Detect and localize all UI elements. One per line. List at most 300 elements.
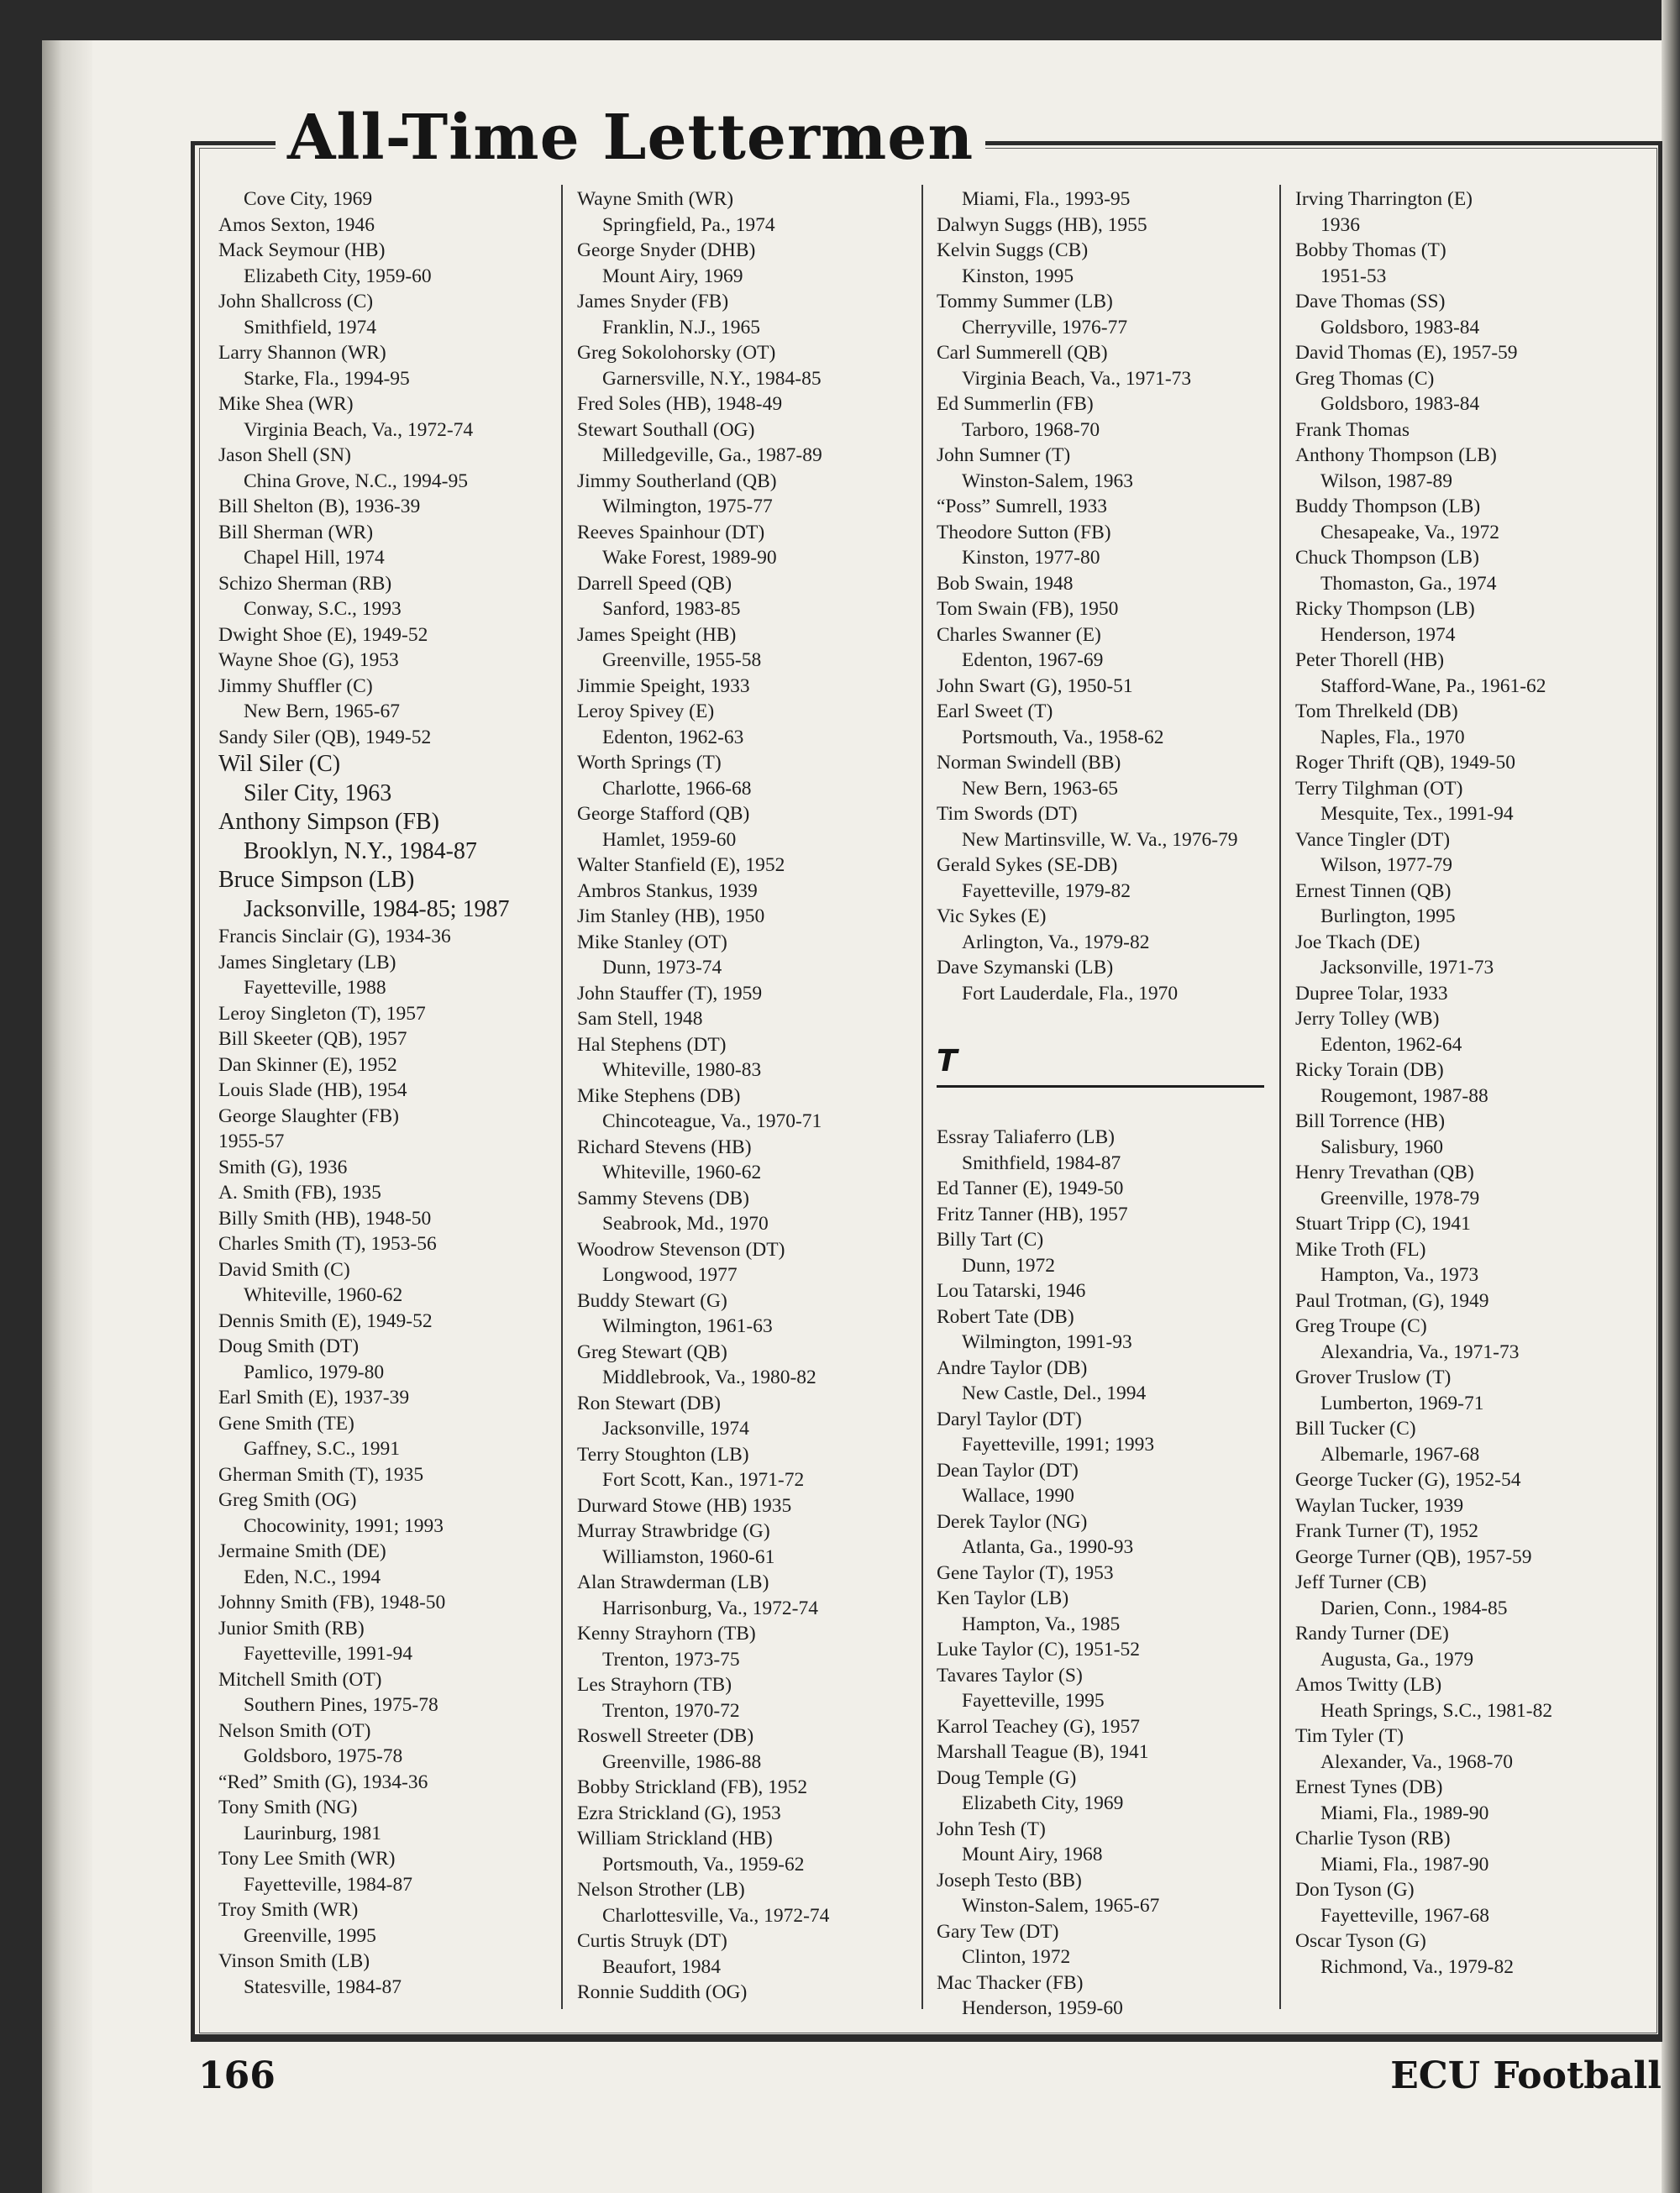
letterman-entry	[218, 1539, 571, 1590]
letterman-entry	[1295, 1545, 1648, 1571]
letterman-name: Gene Taylor (T), 1953	[937, 1561, 1114, 1584]
letterman-name: Alan Strawderman (LB)	[577, 1571, 769, 1593]
letterman-name: Amos Twitty (LB)	[1295, 1674, 1442, 1696]
letterman-detail: Sanford, 1983-85	[602, 598, 741, 620]
letterman-detail: Winston-Salem, 1963	[962, 470, 1134, 492]
letterman-detail: Smithfield, 1974	[244, 316, 376, 338]
letterman-entry	[1295, 366, 1648, 417]
letterman-detail: Fayetteville, 1991; 1993	[962, 1434, 1155, 1456]
letterman-name: Henry Trevathan (QB)	[1295, 1162, 1474, 1183]
letterman-name: Jimmy Southerland (QB)	[577, 470, 777, 492]
letterman-name: Greg Sokolohorsky (OT)	[577, 342, 776, 364]
letterman-entry	[218, 648, 571, 674]
letterman-detail: New Bern, 1965-67	[244, 700, 401, 722]
section-letter-heading: T	[937, 1045, 1264, 1088]
letterman-name: Amos Sexton, 1946	[218, 213, 375, 236]
letterman-entry	[937, 622, 1289, 674]
letterman-entry	[937, 750, 1289, 801]
letterman-entry	[937, 1714, 1289, 1740]
letterman-detail: Edenton, 1962-64	[1320, 1033, 1462, 1056]
letterman-entry	[937, 520, 1289, 571]
letterman-entry	[937, 1202, 1289, 1228]
letterman-detail: Wilmington, 1961-63	[602, 1315, 773, 1337]
letterman-detail: Elizabeth City, 1959-60	[244, 265, 432, 287]
letterman-detail: Charlottesville, Va., 1972-74	[602, 1904, 830, 1927]
letterman-name: Ambros Stankus, 1939	[577, 879, 758, 902]
letterman-name: Andre Taylor (DB)	[937, 1356, 1088, 1379]
letterman-detail: Henderson, 1959-60	[962, 1997, 1123, 2019]
letterman-detail: Seabrook, Md., 1970	[602, 1213, 769, 1235]
letterman-entry	[218, 1846, 571, 1897]
letterman-name: Tom Swain (FB), 1950	[937, 598, 1119, 620]
letterman-name: Don Tyson (G)	[1295, 1879, 1415, 1901]
letterman-detail: Albemarle, 1967-68	[1320, 1443, 1480, 1466]
letterman-name: Jim Stanley (HB), 1950	[577, 905, 765, 927]
letterman-entry	[218, 725, 571, 751]
letterman-name: Ed Summerlin (FB)	[937, 393, 1094, 415]
letterman-detail: Fayetteville, 1984-87	[244, 1873, 413, 1896]
letterman-name: Tavares Taylor (S)	[937, 1664, 1083, 1687]
letterman-detail: Mount Airy, 1969	[602, 265, 743, 287]
letterman-entry	[218, 808, 571, 866]
letterman-name: Curtis Struyk (DT)	[577, 1930, 727, 1952]
letterman-name: Norman Swindell (BB)	[937, 752, 1121, 774]
letterman-name: Peter Thorell (HB)	[1295, 649, 1445, 671]
letterman-name: Grover Truslow (T)	[1295, 1367, 1452, 1388]
letterman-name: Gene Smith (TE)	[218, 1412, 354, 1435]
letterman-detail: Henderson, 1974	[1320, 623, 1456, 646]
letterman-entry	[577, 801, 930, 853]
letterman-name: Irving Tharrington (E)	[1295, 188, 1473, 210]
letterman-detail: Fayetteville, 1988	[244, 977, 386, 999]
letterman-entry	[937, 853, 1289, 904]
letterman-detail: Chapel Hill, 1974	[244, 547, 385, 569]
letterman-detail: Trenton, 1970-72	[602, 1699, 740, 1722]
letterman-entry	[1295, 1723, 1648, 1775]
letterman-detail: Atlanta, Ga., 1990-93	[962, 1536, 1134, 1558]
letterman-name: Daryl Taylor (DT)	[937, 1408, 1082, 1430]
letterman-name: Dupree Tolar, 1933	[1295, 982, 1448, 1005]
roster-column-2	[577, 186, 930, 2006]
letterman-name: Tommy Summer (LB)	[937, 291, 1113, 312]
letterman-name: Hal Stephens (DT)	[577, 1033, 727, 1056]
letterman-entry	[218, 1897, 571, 1949]
letterman-entry	[577, 1672, 930, 1723]
letterman-name: Mike Shea (WR)	[218, 393, 354, 415]
letterman-name: Junior Smith (RB)	[218, 1617, 365, 1640]
letterman-entry	[1295, 930, 1648, 981]
letterman-entry	[1295, 1211, 1648, 1237]
letterman-entry	[218, 1770, 571, 1796]
letterman-name: Murray Strawbridge (G)	[577, 1520, 770, 1542]
letterman-detail: Southern Pines, 1975-78	[244, 1694, 438, 1716]
letterman-entry	[577, 853, 930, 879]
letterman-detail: Starke, Fla., 1994-95	[244, 367, 410, 390]
letterman-name: Sammy Stevens (DB)	[577, 1187, 749, 1209]
letterman-detail: Wilmington, 1991-93	[962, 1331, 1132, 1353]
letterman-entry	[937, 1637, 1289, 1663]
letterman-entry	[937, 1304, 1289, 1356]
letterman-entry	[937, 674, 1289, 700]
letterman-detail: Heath Springs, S.C., 1981-82	[1320, 1699, 1553, 1722]
letterman-name: Ronnie Suddith (OG)	[577, 1981, 748, 2003]
letterman-name: Bill Torrence (HB)	[1295, 1110, 1446, 1132]
letterman-entry	[218, 1462, 571, 1488]
letterman-name: Gerald Sykes (SE-DB)	[937, 854, 1118, 876]
letterman-entry	[577, 1237, 930, 1288]
letterman-detail: Wilmington, 1975-77	[602, 496, 773, 517]
letterman-entry	[577, 1801, 930, 1827]
letterman-detail: Portsmouth, Va., 1958-62	[962, 726, 1164, 748]
letterman-detail: Thomaston, Ga., 1974	[1320, 572, 1497, 595]
letterman-name: Bobby Thomas (T)	[1295, 239, 1446, 261]
letterman-name: Mike Troth (FL)	[1295, 1238, 1426, 1261]
letterman-entry	[1295, 1314, 1648, 1365]
letterman-name: Leroy Spivey (E)	[577, 700, 715, 722]
letterman-detail: Jacksonville, 1971-73	[1320, 957, 1494, 978]
letterman-name: John Tesh (T)	[937, 1818, 1046, 1840]
letterman-entry	[218, 340, 571, 391]
letterman-entry	[937, 1356, 1289, 1407]
roster-column-1	[218, 186, 571, 2000]
letterman-entry	[1295, 1570, 1648, 1621]
letterman-name: Billy Tart (C)	[937, 1229, 1044, 1251]
letterman-detail: Chincoteague, Va., 1970-71	[602, 1110, 822, 1132]
letterman-detail: New Castle, Del., 1994	[962, 1382, 1147, 1404]
letterman-entry	[937, 238, 1289, 289]
letterman-entry	[1295, 494, 1648, 545]
letterman-entry	[577, 622, 930, 674]
letterman-name: Dave Szymanski (LB)	[937, 957, 1114, 978]
letterman-name: Larry Shannon (WR)	[218, 342, 386, 364]
letterman-name: Buddy Stewart (G)	[577, 1289, 727, 1312]
letterman-name: Paul Trotman, (G), 1949	[1295, 1289, 1489, 1312]
letterman-entry	[218, 1155, 571, 1181]
book-spine	[1662, 0, 1680, 2193]
letterman-detail: Burlington, 1995	[1320, 905, 1456, 927]
letterman-entry	[577, 1442, 930, 1493]
letterman-entry	[937, 1509, 1289, 1561]
letterman-detail: Jacksonville, 1974	[602, 1418, 749, 1440]
letterman-entry	[577, 1340, 930, 1391]
letterman-entry	[577, 186, 930, 238]
letterman-detail: Williamston, 1960-61	[602, 1545, 775, 1568]
page-number: 166	[198, 2054, 276, 2097]
letterman-entry	[218, 622, 571, 648]
letterman-entry	[937, 391, 1289, 443]
letterman-name: Bruce Simpson (LB)	[218, 867, 415, 893]
letterman-name: Tim Swords (DT)	[937, 803, 1078, 825]
letterman-name: Randy Turner (DE)	[1295, 1623, 1449, 1645]
letterman-entry	[218, 1231, 571, 1257]
letterman-detail: Mount Airy, 1968	[962, 1844, 1103, 1865]
letterman-entry	[218, 1795, 571, 1846]
letterman-entry	[937, 1125, 1289, 1176]
letterman-detail: Edenton, 1962-63	[602, 726, 744, 748]
letterman-name: James Snyder (FB)	[577, 291, 729, 312]
letterman-name: John Shallcross (C)	[218, 291, 374, 312]
letterman-name: Ezra Strickland (G), 1953	[577, 1802, 781, 1824]
footer-rule	[191, 2038, 1662, 2042]
letterman-entry	[1295, 1288, 1648, 1314]
letterman-entry	[1295, 1109, 1648, 1160]
letterman-entry	[937, 1458, 1289, 1509]
letterman-detail: Alexander, Va., 1968-70	[1320, 1750, 1513, 1773]
letterman-detail: Eden, N.C., 1994	[244, 1566, 381, 1588]
letterman-detail: Smithfield, 1984-87	[962, 1152, 1121, 1174]
letterman-entry	[218, 1309, 571, 1335]
letterman-name: Karrol Teachey (G), 1957	[937, 1715, 1140, 1738]
letterman-name: Vinson Smith (LB)	[218, 1950, 370, 1972]
letterman-entry	[577, 1519, 930, 1570]
letterman-name: Troy Smith (WR)	[218, 1899, 359, 1921]
letterman-name: Mike Stephens (DB)	[577, 1084, 741, 1107]
letterman-detail: Harrisonburg, Va., 1972-74	[602, 1597, 818, 1619]
letterman-entry	[577, 981, 930, 1007]
letterman-name: Ken Taylor (LB)	[937, 1587, 1069, 1609]
letterman-entry	[577, 1980, 930, 2006]
letterman-entry	[1295, 545, 1648, 596]
letterman-name: Sandy Siler (QB), 1949-52	[218, 726, 432, 748]
letterman-entry	[218, 289, 571, 340]
letterman-name: David Thomas (E), 1957-59	[1295, 342, 1518, 364]
letterman-name: Walter Stanfield (E), 1952	[577, 854, 785, 876]
letterman-name: Terry Stoughton (LB)	[577, 1443, 749, 1466]
letterman-name: Tom Threlkeld (DB)	[1295, 700, 1458, 722]
letterman-detail: Edenton, 1967-69	[962, 649, 1104, 671]
letterman-entry	[1295, 879, 1648, 930]
letterman-entry	[1295, 596, 1648, 648]
letterman-detail: China Grove, N.C., 1994-95	[244, 470, 468, 492]
letterman-name: Stuart Tripp (C), 1941	[1295, 1213, 1471, 1235]
letterman-entry	[218, 1078, 571, 1104]
letterman-name: Bill Sherman (WR)	[218, 521, 374, 543]
letterman-detail: Goldsboro, 1983-84	[1320, 393, 1480, 415]
letterman-entry	[937, 904, 1289, 955]
letterman-name: Bill Shelton (B), 1936-39	[218, 496, 421, 517]
letterman-detail: Virginia Beach, Va., 1971-73	[962, 367, 1192, 390]
letterman-detail: Laurinburg, 1981	[244, 1822, 382, 1844]
letterman-name: Bobby Strickland (FB), 1952	[577, 1776, 808, 1798]
letterman-name: Stewart Southall (OG)	[577, 418, 755, 441]
letterman-entry	[1295, 1237, 1648, 1288]
letterman-name: James Singletary (LB)	[218, 951, 396, 973]
letterman-name: Mac Thacker (FB)	[937, 1971, 1084, 1994]
letterman-entry	[218, 1334, 571, 1385]
letterman-entry	[218, 1385, 571, 1411]
letterman-detail: Milledgeville, Ga., 1987-89	[602, 444, 822, 466]
letterman-name: Jermaine Smith (DE)	[218, 1540, 386, 1562]
letterman-entry	[218, 1001, 571, 1027]
letterman-detail: Wilson, 1987-89	[1320, 470, 1453, 492]
letterman-entry	[577, 391, 930, 417]
letterman-name: Dan Skinner (E), 1952	[218, 1053, 397, 1076]
letterman-detail: Arlington, Va., 1979-82	[962, 931, 1150, 953]
letterman-name: Luke Taylor (C), 1951-52	[937, 1639, 1141, 1660]
letterman-name: Terry Tilghman (OT)	[1295, 777, 1463, 800]
letterman-detail: 1936	[1320, 213, 1360, 236]
letterman-entry	[577, 750, 930, 801]
letterman-detail: Hamlet, 1959-60	[602, 828, 737, 851]
letterman-name: Johnny Smith (FB), 1948-50	[218, 1592, 446, 1613]
letterman-entry	[1295, 443, 1648, 494]
letterman-detail: Richmond, Va., 1979-82	[1320, 1955, 1514, 1978]
letterman-entry	[218, 494, 571, 520]
letterman-detail: Greenville, 1995	[244, 1924, 376, 1947]
letterman-entry	[1295, 1928, 1648, 1980]
letterman-name: Nelson Smith (OT)	[218, 1719, 371, 1742]
letterman-entry	[937, 955, 1289, 1006]
letterman-name: Anthony Thompson (LB)	[1295, 444, 1497, 466]
letterman-entry	[937, 340, 1289, 391]
letterman-name: Billy Smith (HB), 1948-50	[218, 1207, 432, 1230]
letterman-entry	[218, 571, 571, 622]
letterman-entry	[577, 1493, 930, 1519]
letterman-entry	[937, 494, 1289, 520]
letterman-detail: Kinston, 1995	[962, 265, 1074, 287]
letterman-name: Woodrow Stevenson (DT)	[577, 1238, 785, 1261]
letterman-name: Kelvin Suggs (CB)	[937, 239, 1089, 261]
letterman-entry	[218, 1052, 571, 1078]
letterman-entry	[1295, 699, 1648, 750]
letterman-entry	[937, 1227, 1289, 1278]
letterman-name: Roswell Streeter (DB)	[577, 1725, 754, 1747]
letterman-name: Derek Taylor (NG)	[937, 1510, 1088, 1533]
letterman-name: Bill Tucker (C)	[1295, 1418, 1416, 1440]
letterman-name: Tony Lee Smith (WR)	[218, 1848, 396, 1870]
letterman-detail: Cherryville, 1976-77	[962, 316, 1128, 338]
letterman-name: Darrell Speed (QB)	[577, 572, 732, 595]
letterman-detail: Brooklyn, N.Y., 1984-87	[244, 837, 477, 864]
letterman-entry	[1295, 289, 1648, 340]
letterman-detail: Miami, Fla., 1993-95	[962, 188, 1131, 210]
letterman-name: Louis Slade (HB), 1954	[218, 1079, 407, 1101]
letterman-detail: Statesville, 1984-87	[244, 1975, 402, 1998]
letterman-name: Charlie Tyson (RB)	[1295, 1828, 1451, 1849]
letterman-name: A. Smith (FB), 1935	[218, 1182, 381, 1204]
letterman-name: Joseph Testo (BB)	[937, 1869, 1082, 1891]
letterman-detail: Cove City, 1969	[244, 188, 373, 210]
letterman-entry	[1295, 1621, 1648, 1672]
letterman-detail: 1951-53	[1320, 265, 1387, 287]
letterman-entry	[218, 391, 571, 443]
letterman-name: Worth Springs (T)	[577, 752, 722, 774]
letterman-entry	[577, 1877, 930, 1928]
letterman-detail: Whiteville, 1960-62	[244, 1284, 403, 1306]
letterman-entry	[1295, 1519, 1648, 1545]
letterman-name: Anthony Simpson (FB)	[218, 809, 439, 835]
letterman-entry	[577, 1621, 930, 1672]
letterman-name: Ron Stewart (DB)	[577, 1392, 722, 1414]
letterman-entry	[1295, 417, 1648, 443]
letterman-entry	[577, 289, 930, 340]
letterman-name: Richard Stevens (HB)	[577, 1136, 752, 1158]
letterman-entry	[937, 1278, 1289, 1304]
letterman-name: Jerry Tolley (WB)	[1295, 1008, 1440, 1030]
letterman-entry	[577, 674, 930, 700]
letterman-entry	[218, 950, 571, 1001]
letterman-entry	[1295, 1467, 1648, 1493]
letterman-entry	[937, 571, 1289, 597]
letterman-detail: New Martinsville, W. Va., 1976-79	[962, 828, 1238, 851]
letterman-entry	[577, 879, 930, 905]
letterman-entry	[1295, 1006, 1648, 1057]
letterman-entry	[218, 186, 571, 212]
letterman-detail: Whiteville, 1960-62	[602, 1162, 762, 1183]
letterman-detail: Lumberton, 1969-71	[1320, 1392, 1484, 1414]
letterman-detail: Whiteville, 1980-83	[602, 1059, 762, 1081]
letterman-name: Doug Smith (DT)	[218, 1335, 360, 1357]
letterman-name: Schizo Sherman (RB)	[218, 572, 392, 595]
letterman-detail: Jacksonville, 1984-85; 1987	[244, 895, 510, 922]
letterman-entry	[218, 1180, 571, 1206]
letterman-entry	[937, 1663, 1289, 1714]
letterman-entry	[218, 674, 571, 725]
letterman-name: Greg Stewart (QB)	[577, 1340, 727, 1363]
letterman-name: Wayne Smith (WR)	[577, 188, 734, 210]
letterman-name: David Smith (C)	[218, 1258, 350, 1281]
letterman-detail: Greenville, 1986-88	[602, 1750, 762, 1773]
letterman-detail: Kinston, 1977-80	[962, 547, 1100, 569]
letterman-name: Jason Shell (SN)	[218, 444, 351, 466]
letterman-entry	[937, 1561, 1289, 1587]
letterman-detail: Fayetteville, 1979-82	[962, 879, 1131, 902]
letterman-name: Sam Stell, 1948	[577, 1008, 703, 1030]
letterman-entry	[937, 1739, 1289, 1765]
letterman-detail: Portsmouth, Va., 1959-62	[602, 1853, 805, 1876]
letterman-detail: Beaufort, 1984	[602, 1955, 721, 1978]
letterman-name: Oscar Tyson (G)	[1295, 1930, 1426, 1952]
letterman-entry	[937, 1817, 1289, 1868]
letterman-entry	[937, 212, 1289, 239]
letterman-name: William Strickland (HB)	[577, 1828, 773, 1849]
letterman-entry	[577, 520, 930, 571]
letterman-detail: Fort Lauderdale, Fla., 1970	[962, 982, 1179, 1005]
letterman-name: Essray Taliaferro (LB)	[937, 1126, 1115, 1148]
letterman-detail: Clinton, 1972	[962, 1946, 1071, 1968]
letterman-entry	[1295, 340, 1648, 366]
letterman-entry	[577, 1826, 930, 1877]
letterman-name: Leroy Singleton (T), 1957	[218, 1002, 426, 1025]
letterman-name: Bob Swain, 1948	[937, 572, 1074, 595]
letterman-name: Robert Tate (DB)	[937, 1305, 1074, 1328]
letterman-entry	[218, 924, 571, 950]
letterman-entry	[218, 1206, 571, 1232]
letterman-detail: New Bern, 1963-65	[962, 777, 1119, 800]
letterman-entry	[1295, 1775, 1648, 1826]
letterman-detail: Salisbury, 1960	[1320, 1136, 1444, 1158]
letterman-detail: Mesquite, Tex., 1991-94	[1320, 803, 1514, 825]
letterman-entry	[1295, 238, 1648, 289]
letterman-name: George Turner (QB), 1957-59	[1295, 1545, 1532, 1568]
letterman-entry	[937, 1407, 1289, 1458]
letterman-detail: Fort Scott, Kan., 1971-72	[602, 1469, 805, 1491]
letterman-detail: Pamlico, 1979-80	[244, 1361, 385, 1383]
letterman-name: Ed Tanner (E), 1949-50	[937, 1178, 1124, 1199]
letterman-name: Bill Skeeter (QB), 1957	[218, 1028, 407, 1050]
letterman-name: Charles Smith (T), 1953-56	[218, 1233, 437, 1255]
letterman-entry	[1295, 1826, 1648, 1877]
letterman-detail: Alexandria, Va., 1971-73	[1320, 1340, 1520, 1363]
letterman-name: Wayne Shoe (G), 1953	[218, 649, 399, 671]
letterman-name: Kenny Strayhorn (TB)	[577, 1623, 756, 1645]
letterman-detail: Conway, S.C., 1993	[244, 598, 402, 620]
letterman-detail: Goldsboro, 1983-84	[1320, 316, 1480, 338]
letterman-entry	[577, 1570, 930, 1621]
letterman-entry	[937, 289, 1289, 340]
letterman-detail: Middlebrook, Va., 1980-82	[602, 1367, 816, 1388]
letterman-entry	[218, 1616, 571, 1667]
